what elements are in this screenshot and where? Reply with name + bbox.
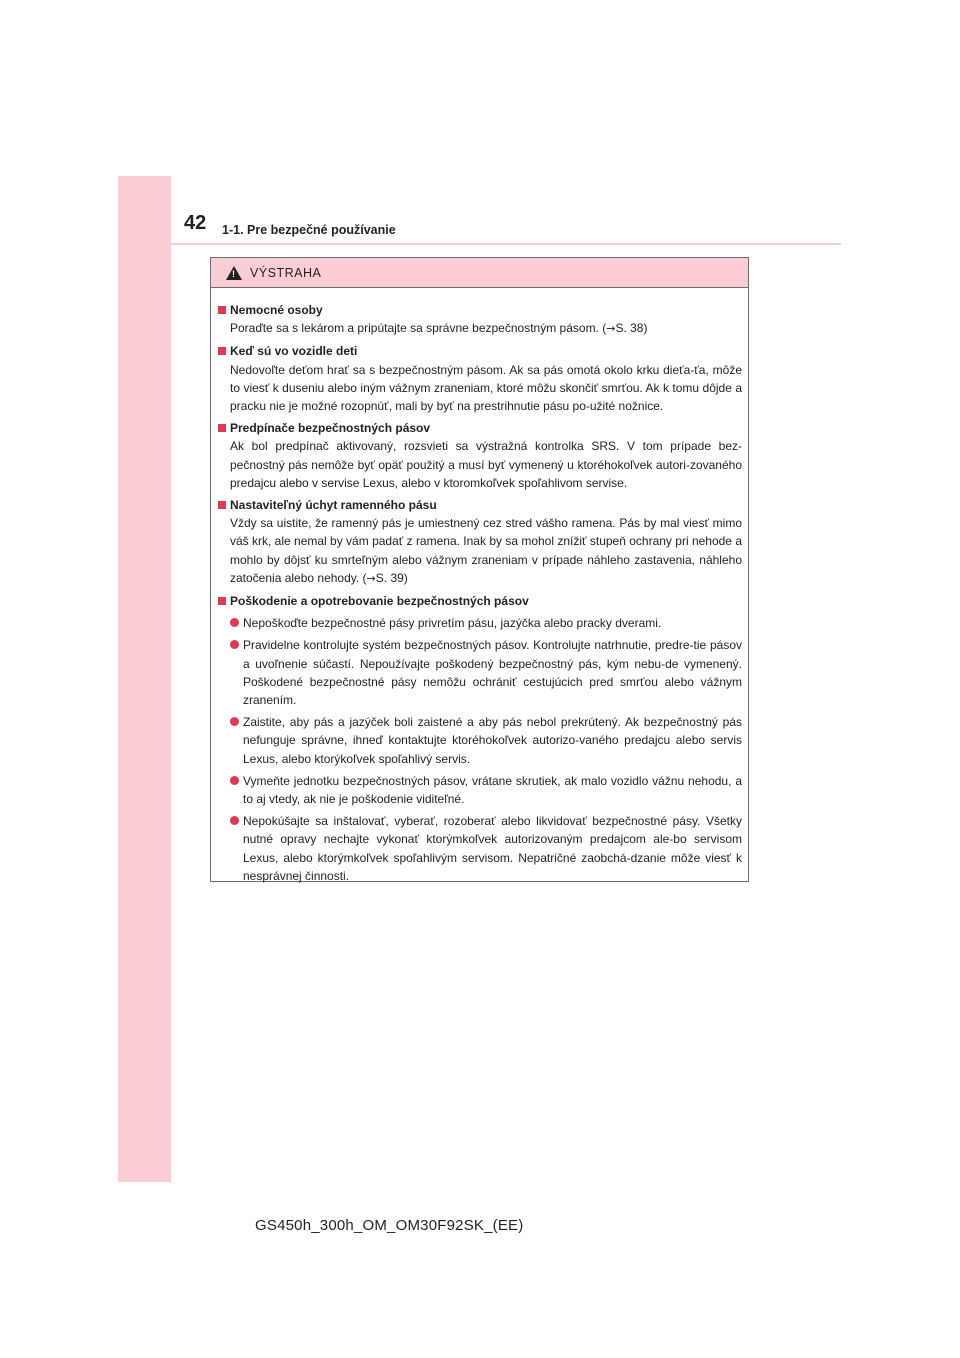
round-bullet-icon — [230, 640, 239, 649]
list-item: Zaistite, aby pás a jazýček boli zaistené a aby pás nebol prekrútený. Ak bezpečnostný pás nefunguje správne, ihneď kontaktujte ktoréhokoľvek autorizo-vaného predajcu alebo servis Lexus, alebo ktorýkoľvek spoľahlivý servis. — [218, 713, 742, 768]
round-bullet-icon — [230, 717, 239, 726]
page-number: 42 — [184, 212, 207, 234]
round-bullet-icon — [230, 776, 239, 785]
list-item: Nepokúšajte sa inštalovať, vyberať, rozoberať alebo likvidovať bezpečnostné pásy. Všetky nutné opravy nechajte vykonať ktorýmkoľvek autorizovaným predajcom ale-bo servisom Lexus, alebo ktorýmkoľvek spoľahlivým servisom. Nepatričné zaobchá-dzanie môže viesť k nesprávnej činnosti. — [218, 812, 742, 885]
page-reference[interactable]: S. 39 — [375, 570, 404, 585]
section-title: 1-1. Pre bezpečné používanie — [222, 223, 396, 237]
item-text: Vždy sa uistite, že ramenný pás je umiestnený cez stred vášho ramena. Pás by mal viesť mimo váš krk, ale nemal by vám padať z ramena. Inak by sa mohol znížiť stupeň ochrany pri nehode a mohlo by dôjsť ku smrteľným alebo vážnym zraneniam v prípade náhleho zastavenia, náhleho zatočenia alebo nehody. (→S. 39) — [230, 516, 742, 585]
arrow-icon: → — [366, 571, 376, 585]
arrow-icon: → — [606, 322, 616, 336]
item-text: Nedovoľte deťom hrať sa s bezpečnostným pásom. Ak sa pás omotá okolo krku dieťa-ťa, môže to viesť k duseniu alebo iným vážnym zraneniam, ktoré môžu skončiť smrťou. Ak k tomu dôjde a pracku nie je možné rozopnúť, mali by byť na prestrihnutie pásu po-užité nožnice. — [230, 362, 742, 414]
round-bullet-icon — [230, 816, 239, 825]
footer-document-code: GS450h_300h_OM_OM30F92SK_(EE) — [255, 1217, 524, 1234]
page-reference[interactable]: S. 38 — [615, 321, 644, 336]
square-bullet-icon — [218, 501, 226, 509]
warning-item — [218, 419, 742, 492]
warning-item — [218, 301, 742, 338]
item-text: Ak bol predpínač aktivovaný, rozsvieti sa výstražná kontrolka SRS. V tom prípade bez-pečnostný pás nemôže byť opäť použitý a musí byť vymenený u ktoréhokoľvek autori-zovaného predajcu alebo v servise Lexus, alebo v ktoromkoľvek spoľahlivom servise. — [230, 439, 742, 490]
warning-item — [218, 496, 742, 588]
item-heading: Poškodenie a opotrebovanie bezpečnostných pásov — [230, 594, 529, 609]
list-item: Nepoškoďte bezpečnostné pásy privretím pásu, jazýčka alebo pracky dverami. — [218, 614, 742, 632]
list-item: Vymeňte jednotku bezpečnostných pásov, vrátane skrutiek, ak malo vozidlo vážnu nehodu, a to aj vtedy, ak nie je poškodenie viditeľné. — [218, 772, 742, 808]
square-bullet-icon — [218, 424, 226, 432]
header-rule — [171, 243, 841, 245]
warning-title: VÝSTRAHA — [250, 265, 322, 280]
square-bullet-icon — [218, 347, 226, 355]
square-bullet-icon — [218, 306, 226, 314]
warning-triangle-icon: ! — [226, 266, 242, 280]
list-item: Pravidelne kontrolujte systém bezpečnostných pásov. Kontrolujte natrhnutie, predre-tie pásov a uvoľnenie súčastí. Nepoužívajte poškodený bezpečnostný pás, kým nebu-de vymenený. Poškodené bezpečnostné pásy nemôžu ochrániť cestujúcich pred smrťou alebo vážnym zranením. — [218, 636, 742, 709]
square-bullet-icon — [218, 597, 226, 605]
item-heading: Nastaviteľný úchyt ramenného pásu — [230, 498, 437, 513]
warning-body — [211, 288, 748, 885]
warning-box — [210, 257, 749, 882]
item-heading: Nemocné osoby — [230, 303, 323, 317]
round-bullet-icon — [230, 618, 239, 627]
side-color-band — [118, 176, 171, 1182]
item-text: Poraďte sa s lekárom a pripútajte sa správne bezpečnostným pásom. (→S. 38) — [230, 321, 648, 336]
warning-item — [218, 592, 742, 885]
item-heading: Keď sú vo vozidle deti — [230, 344, 358, 359]
warning-item — [218, 342, 742, 415]
item-heading: Predpínače bezpečnostných pásov — [230, 421, 431, 436]
warning-header — [211, 258, 748, 288]
